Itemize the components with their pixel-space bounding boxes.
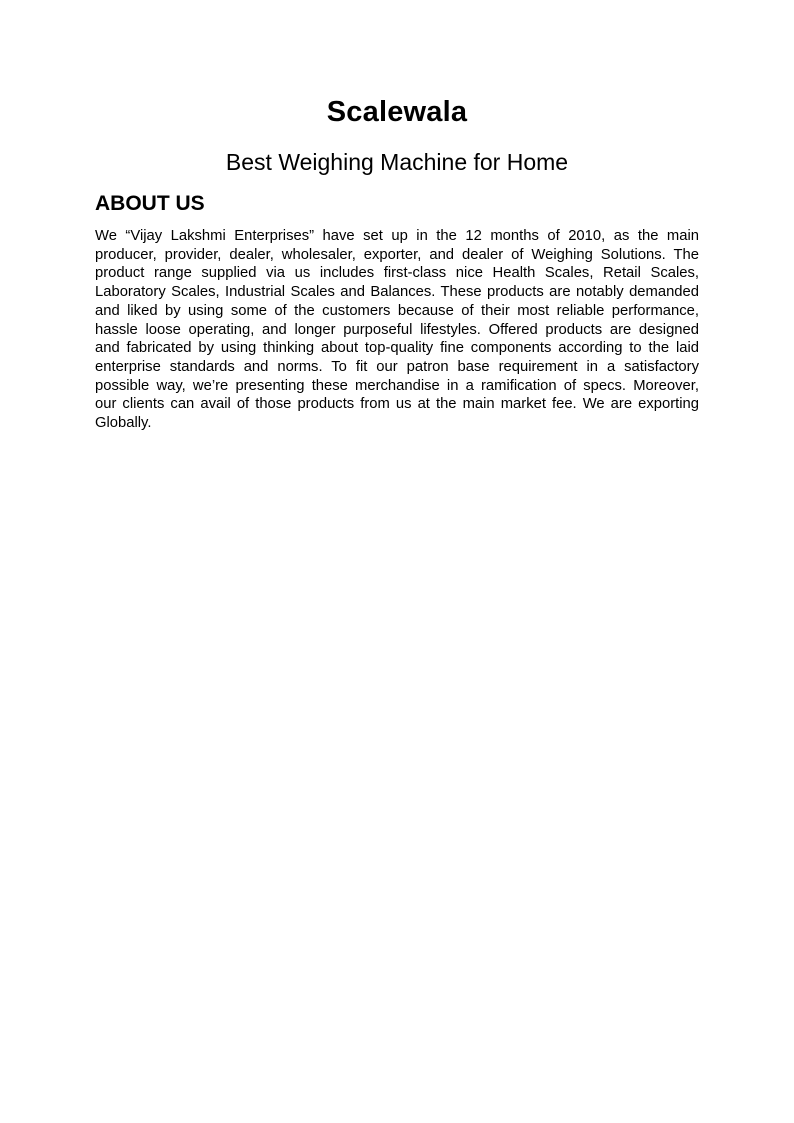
about-us-paragraph: We “Vijay Lakshmi Enterprises” have set up in the 12 months of 2010, as the main producer, provider, dealer, wholesaler, exporter, and dealer of Weighing Solutions. The product range supplied via us includes first-class nice Health Scales, Retail Scales, Laboratory Scales, Industrial Scales and Balances. These products are notably demanded and liked by using some of the customers because of their most reliable performance, hassle loose operating, and longer purposeful lifestyles. Offered products are designed and fabricated by using thinking about top-quality fine components according to the laid enterprise standards and norms. To fit our patron base requirement in a satisfactory possible way, we’re presenting these merchandise in a ramification of specs. Moreover, our clients can avail of those products from us at the main market fee. We are exporting Globally. — [95, 228, 699, 432]
document-subtitle: Best Weighing Machine for Home — [225, 149, 569, 175]
about-us-heading: ABOUT US — [95, 192, 205, 215]
document-title: Scalewala — [326, 96, 468, 128]
